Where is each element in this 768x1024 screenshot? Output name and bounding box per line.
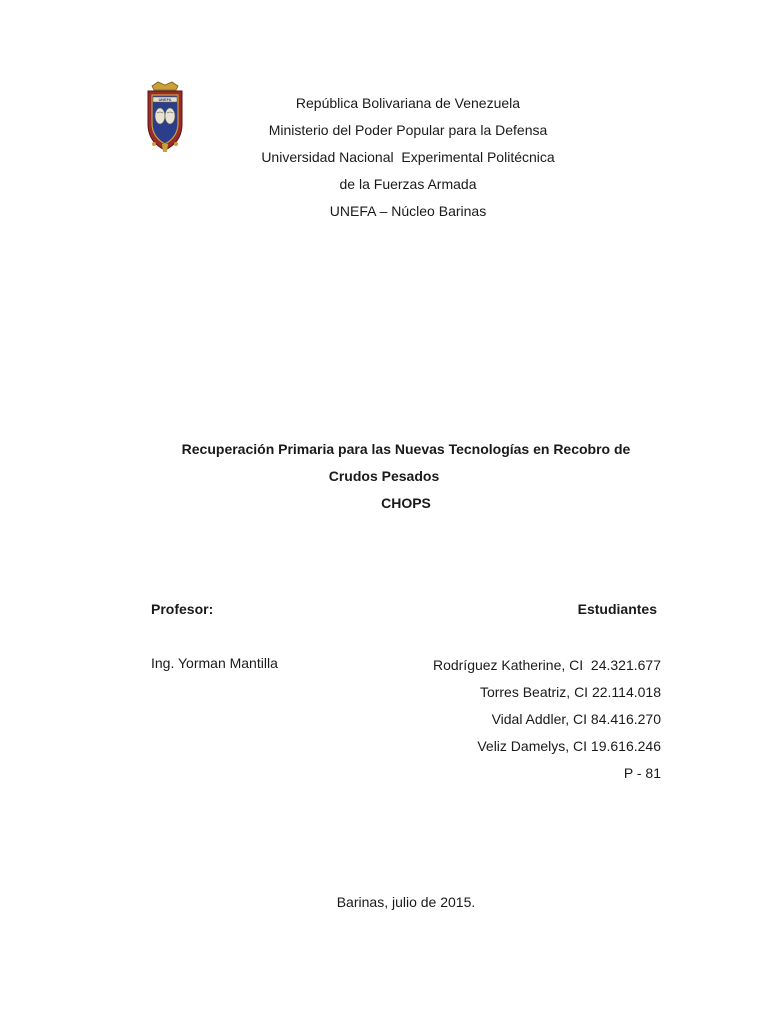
institution-header [208, 90, 608, 225]
header-line-university: Universidad Nacional Experimental Politécnica [261, 149, 555, 165]
student-item: Rodríguez Katherine, CI 24.321.677 [432, 657, 661, 673]
student-item: Veliz Damelys, CI 19.616.246 [477, 738, 661, 754]
unefa-logo [144, 80, 186, 154]
profesor-label: Profesor: [151, 601, 214, 617]
place-date: Barinas, julio de 2015. [336, 894, 476, 910]
header-line-armed-forces: de la Fuerzas Armada [339, 176, 477, 192]
header-line-campus: UNEFA – Núcleo Barinas [329, 203, 487, 219]
student-item: Torres Beatriz, CI 22.114.018 [479, 684, 661, 700]
profesor-name: Ing. Yorman Mantilla [151, 655, 278, 671]
header-line-republic: República Bolivariana de Venezuela [295, 95, 521, 111]
title-line-2: Crudos Pesados [328, 468, 440, 484]
header-line-ministry: Ministerio del Poder Popular para la Defensa [268, 122, 548, 138]
student-item: Vidal Addler, CI 84.416.270 [491, 711, 661, 727]
title-line-3: CHOPS [381, 495, 431, 511]
section-code: P - 81 [623, 765, 661, 781]
document-title [140, 436, 672, 517]
student-list [433, 652, 661, 787]
estudiantes-label: Estudiantes [577, 601, 657, 617]
title-line-1: Recuperación Primaria para las Nuevas Tecnologías en Recobro de [181, 441, 631, 457]
svg-text:UNEFA: UNEFA [158, 98, 172, 102]
